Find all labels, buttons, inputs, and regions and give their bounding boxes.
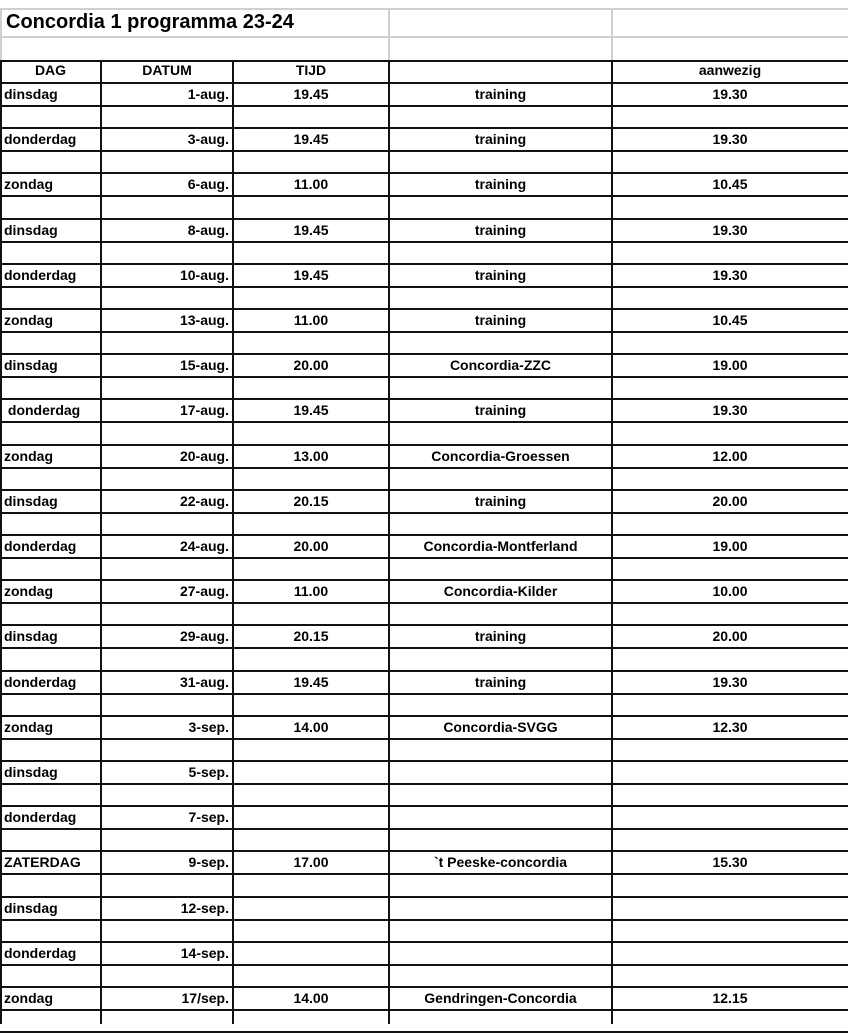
cell-datum: 17/sep. — [181, 990, 229, 1006]
grid-line — [0, 241, 848, 243]
table-row — [0, 991, 848, 1009]
cell-datum: 12-sep. — [180, 900, 229, 916]
cell-datum: 7-sep. — [188, 809, 229, 825]
cell-dag: donderdag — [4, 809, 77, 825]
header-aanwezig: aanwezig — [698, 62, 762, 78]
cell-tijd: 13.00 — [293, 448, 329, 464]
grid-line — [0, 331, 848, 333]
grid-line — [0, 715, 848, 717]
cell-datum: 13-aug. — [179, 312, 229, 328]
table-row — [0, 87, 848, 105]
cell-activiteit: Concordia-Kilder — [443, 583, 558, 599]
cell-dag: zondag — [4, 719, 53, 735]
cell-datum: 27-aug. — [179, 583, 229, 599]
table-row — [0, 810, 848, 828]
cell-tijd: 19.45 — [293, 402, 329, 418]
header-dag: DAG — [34, 62, 67, 78]
cell-dag: donderdag — [4, 945, 77, 961]
table-row — [0, 720, 848, 738]
table-row — [0, 403, 848, 421]
cell-dag: donderdag — [4, 267, 77, 283]
grid-line — [0, 353, 848, 355]
cell-tijd: 11.00 — [293, 176, 329, 192]
cell-aanwezig: 19.30 — [712, 222, 748, 238]
grid-line — [0, 873, 848, 875]
grid-line — [0, 127, 848, 129]
cell-aanwezig: 10.45 — [712, 312, 748, 328]
grid-line — [0, 693, 848, 695]
table-row — [0, 629, 848, 647]
grid-line — [0, 195, 848, 197]
grid-line — [0, 738, 848, 740]
grid-line — [0, 286, 848, 288]
cell-dag: dinsdag — [4, 900, 58, 916]
cell-datum: 3-sep. — [188, 719, 229, 735]
cell-dag: dinsdag — [4, 86, 58, 102]
cell-datum: 20-aug. — [179, 448, 229, 464]
cell-activiteit: Concordia-ZZC — [449, 357, 552, 373]
cell-tijd: 14.00 — [293, 990, 329, 1006]
grid-line — [0, 602, 848, 604]
grid-line — [0, 444, 848, 446]
cell-aanwezig: 12.00 — [712, 448, 748, 464]
cell-aanwezig: 20.00 — [712, 493, 748, 509]
grid-line — [388, 8, 390, 60]
cell-tijd: 17.00 — [293, 854, 329, 870]
table-row — [0, 855, 848, 873]
cell-tijd: 19.45 — [293, 86, 329, 102]
header-tijd: TIJD — [295, 62, 327, 78]
cell-tijd: 11.00 — [293, 312, 329, 328]
grid-line — [0, 376, 848, 378]
grid-line — [0, 150, 848, 152]
cell-dag: zondag — [4, 448, 53, 464]
cell-activiteit: Concordia-Groessen — [431, 448, 570, 464]
grid-line — [0, 828, 848, 830]
grid-line — [0, 670, 848, 672]
cell-datum: 10-aug. — [179, 267, 229, 283]
cell-tijd: 20.00 — [293, 357, 329, 373]
cell-datum: 22-aug. — [179, 493, 229, 509]
cell-datum: 8-aug. — [187, 222, 229, 238]
grid-line — [0, 398, 848, 400]
cell-activiteit: training — [474, 674, 527, 690]
grid-line — [0, 579, 848, 581]
cell-aanwezig: 12.30 — [712, 719, 748, 735]
cell-tijd: 19.45 — [293, 674, 329, 690]
table-row — [0, 539, 848, 557]
grid-line — [0, 308, 848, 310]
grid-line — [0, 82, 848, 84]
cell-datum: 15-aug. — [179, 357, 229, 373]
cell-tijd: 14.00 — [293, 719, 329, 735]
grid-line — [0, 647, 848, 649]
grid-line — [0, 421, 848, 423]
grid-line — [0, 218, 848, 220]
grid-line — [0, 964, 848, 966]
grid-line — [0, 8, 2, 60]
cell-datum: 9-sep. — [188, 854, 229, 870]
cell-datum: 24-aug. — [179, 538, 229, 554]
grid-line — [0, 105, 848, 107]
grid-line — [0, 263, 848, 265]
cell-activiteit: training — [474, 222, 527, 238]
table-row — [0, 449, 848, 467]
cell-activiteit: training — [474, 312, 527, 328]
cell-activiteit: Gendringen-Concordia — [424, 990, 577, 1006]
cell-dag: donderdag — [4, 402, 81, 418]
cell-tijd: 20.15 — [293, 628, 329, 644]
cell-activiteit: training — [474, 628, 527, 644]
cell-activiteit: training — [474, 267, 527, 283]
cell-datum: 17-aug. — [179, 402, 229, 418]
cell-tijd: 19.45 — [293, 267, 329, 283]
cell-dag: zondag — [4, 990, 53, 1006]
table-row — [0, 946, 848, 964]
grid-line — [0, 512, 848, 514]
cell-activiteit: Concordia-SVGG — [443, 719, 558, 735]
cell-dag: donderdag — [4, 674, 77, 690]
cell-datum: 31-aug. — [179, 674, 229, 690]
cell-aanwezig: 19.30 — [712, 131, 748, 147]
cell-tijd: 19.45 — [293, 131, 329, 147]
table-row — [0, 177, 848, 195]
cell-datum: 1-aug. — [187, 86, 229, 102]
cell-tijd: 20.00 — [293, 538, 329, 554]
cell-dag: dinsdag — [4, 493, 58, 509]
cell-activiteit: Concordia-Montferland — [423, 538, 578, 554]
grid-line — [0, 36, 848, 38]
cell-aanwezig: 10.00 — [712, 583, 748, 599]
cell-tijd: 19.45 — [293, 222, 329, 238]
cell-tijd: 20.15 — [293, 493, 329, 509]
cell-dag: zondag — [4, 176, 53, 192]
cell-datum: 14-sep. — [180, 945, 229, 961]
table-row — [0, 268, 848, 286]
grid-line — [0, 172, 848, 174]
cell-datum: 29-aug. — [179, 628, 229, 644]
cell-aanwezig: 10.45 — [712, 176, 748, 192]
grid-line — [0, 489, 848, 491]
grid-line — [0, 805, 848, 807]
cell-aanwezig: 19.30 — [712, 86, 748, 102]
table-row — [0, 494, 848, 512]
grid-line — [0, 850, 848, 852]
cell-datum: 5-sep. — [188, 764, 229, 780]
grid-line — [0, 783, 848, 785]
cell-dag: dinsdag — [4, 764, 58, 780]
table-row — [0, 584, 848, 602]
cell-activiteit: training — [474, 493, 527, 509]
table-row — [0, 132, 848, 150]
table-row — [0, 901, 848, 919]
cell-aanwezig: 19.30 — [712, 267, 748, 283]
cell-tijd: 11.00 — [293, 583, 329, 599]
cell-datum: 3-aug. — [187, 131, 229, 147]
cell-dag: ZATERDAG — [4, 854, 81, 870]
cell-aanwezig: 19.00 — [712, 538, 748, 554]
cell-activiteit: `t Peeske-concordia — [433, 854, 568, 870]
cell-dag: donderdag — [4, 538, 77, 554]
grid-line — [0, 1009, 848, 1011]
cell-activiteit: training — [474, 402, 527, 418]
grid-line — [0, 986, 848, 988]
cell-aanwezig: 19.30 — [712, 402, 748, 418]
table-row — [0, 675, 848, 693]
cell-dag: dinsdag — [4, 357, 58, 373]
cell-dag: dinsdag — [4, 222, 58, 238]
grid-line — [0, 534, 848, 536]
cell-aanwezig: 15.30 — [712, 854, 748, 870]
grid-line — [0, 467, 848, 469]
grid-line — [0, 60, 848, 62]
page-title: Concordia 1 programma 23-24 — [6, 11, 294, 33]
grid-line — [0, 624, 848, 626]
grid-line — [611, 8, 613, 60]
grid-line — [0, 760, 848, 762]
cell-dag: zondag — [4, 583, 53, 599]
grid-line — [0, 557, 848, 559]
grid-line — [0, 919, 848, 921]
table-row — [0, 313, 848, 331]
cell-dag: donderdag — [4, 131, 77, 147]
cell-dag: dinsdag — [4, 628, 58, 644]
table-row — [0, 223, 848, 241]
cell-activiteit: training — [474, 86, 527, 102]
table-row — [0, 358, 848, 376]
header-datum: DATUM — [142, 62, 192, 78]
grid-line — [0, 941, 848, 943]
cell-activiteit: training — [474, 131, 527, 147]
cell-datum: 6-aug. — [187, 176, 229, 192]
table-row — [0, 765, 848, 783]
grid-line — [0, 896, 848, 898]
cell-dag: zondag — [4, 312, 53, 328]
cell-aanwezig: 19.00 — [712, 357, 748, 373]
cell-aanwezig: 19.30 — [712, 674, 748, 690]
cell-activiteit: training — [474, 176, 527, 192]
grid-line — [0, 8, 848, 10]
cell-aanwezig: 20.00 — [712, 628, 748, 644]
cell-aanwezig: 12.15 — [712, 990, 748, 1006]
